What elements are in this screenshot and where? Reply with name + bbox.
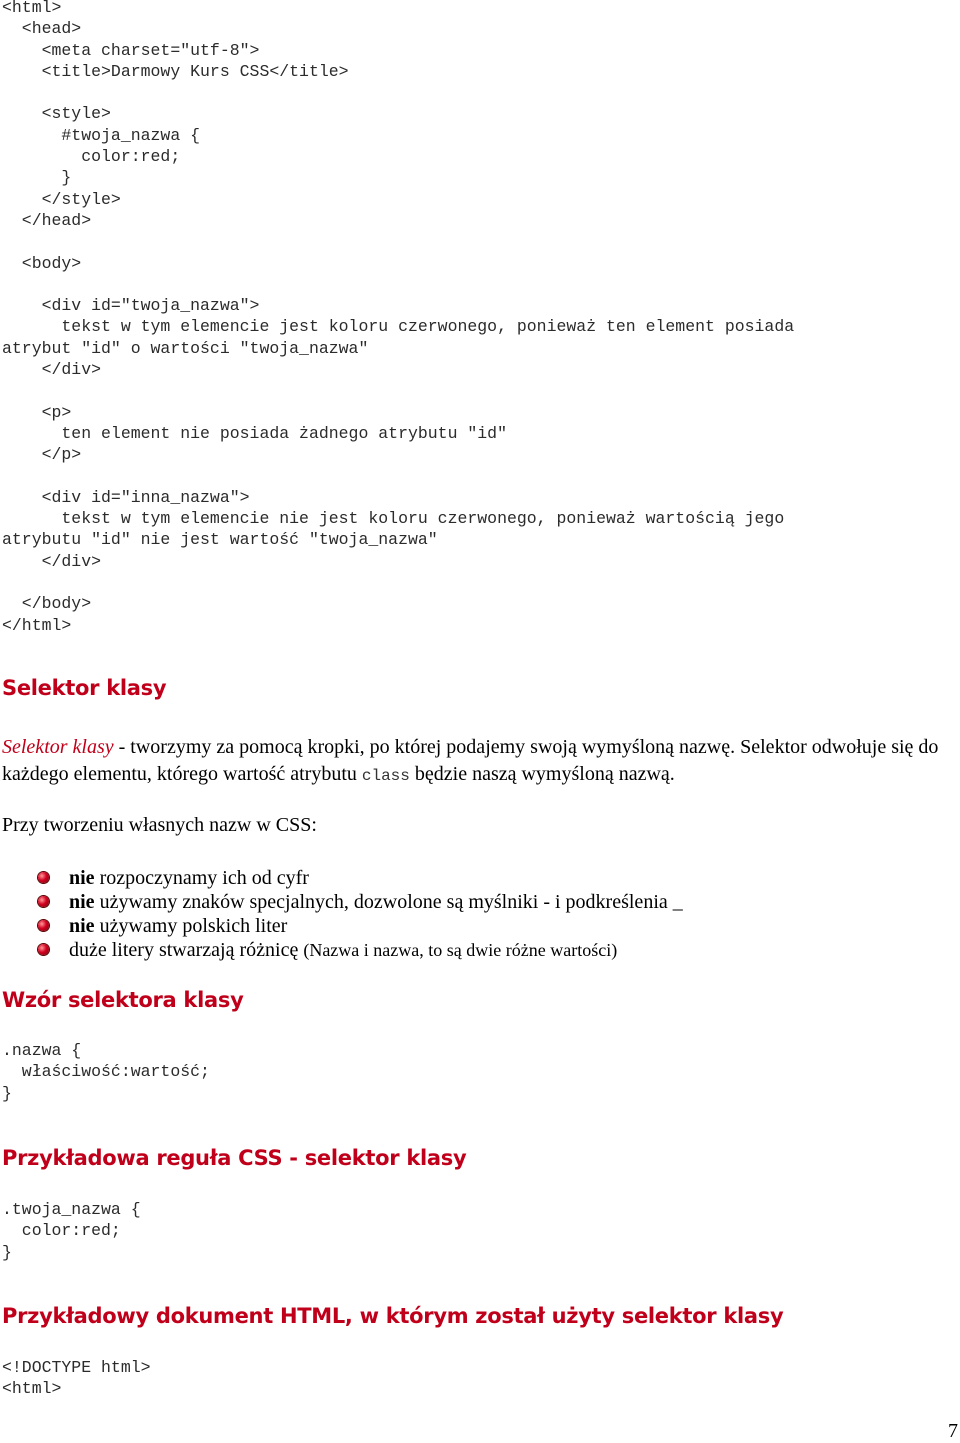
- naming-rules-list: [2, 866, 683, 962]
- code-line: <body>: [2, 253, 82, 273]
- code-block-example-rule: [2, 1199, 141, 1263]
- code-line: <html>: [2, 0, 62, 17]
- code-line: </div>: [2, 360, 102, 380]
- code-line: <div id="inna_nazwa">: [2, 487, 250, 507]
- code-line: color:red;: [2, 1221, 121, 1241]
- list-item-bold: nie: [69, 867, 95, 889]
- code-block-example-document: [2, 1357, 151, 1400]
- red-ball-bullet-icon: [38, 896, 49, 907]
- list-item: [2, 938, 683, 962]
- section-heading-example-html-document: Przykładowy dokument HTML, w którym został użyty selektor klasy: [2, 1304, 784, 1328]
- description-text-a: - tworzymy za pomocą kropki, po której podajemy swoją wymyśloną nazwę. Selektor odwołuje się do każdego elementu, którego wartość atrybutu: [2, 736, 939, 785]
- list-item-text: używamy polskich liter: [94, 915, 288, 937]
- description-text-b: będzie naszą wymyśloną nazwą.: [409, 763, 675, 785]
- list-item: [2, 914, 683, 938]
- list-item-text: duże litery stwarzają różnicę: [69, 939, 304, 961]
- code-line: tekst w tym elemencie jest koloru czerwonego, ponieważ ten element posiada: [2, 317, 795, 337]
- code-line: }: [2, 168, 72, 188]
- code-line: <p>: [2, 402, 72, 422]
- code-line: <!DOCTYPE html>: [2, 1358, 151, 1377]
- page-number: 7: [948, 1420, 958, 1442]
- code-line: }: [2, 1242, 12, 1262]
- code-line: #twoja_nazwa {: [2, 125, 201, 145]
- code-line: atrybut "id" o wartości "twoja_nazwa": [2, 338, 369, 358]
- term-class-selector: Selektor klasy: [2, 736, 114, 758]
- code-line: </style>: [2, 189, 121, 209]
- code-block-class-pattern: [2, 1040, 210, 1104]
- list-item-note: (Nazwa i nazwa, to są dwie różne wartości): [303, 940, 618, 960]
- code-line: <style>: [2, 104, 111, 124]
- naming-rules-intro: Przy tworzeniu własnych nazw w CSS:: [2, 814, 317, 836]
- class-selector-description: [2, 734, 947, 790]
- code-line: [2, 274, 794, 295]
- code-line: </div>: [2, 551, 102, 571]
- code-line: ten element nie posiada żadnego atrybutu "id": [2, 423, 507, 443]
- code-line: }: [2, 1083, 12, 1103]
- red-ball-bullet-icon: [38, 872, 49, 883]
- code-line: [2, 231, 794, 252]
- inline-code-class: class: [361, 767, 410, 785]
- list-item-bold: nie: [69, 891, 95, 913]
- code-line: color:red;: [2, 147, 181, 167]
- section-heading-class-selector: Selektor klasy: [2, 676, 167, 700]
- red-ball-bullet-icon: [38, 944, 49, 955]
- code-line: <meta charset="utf-8">: [2, 40, 260, 60]
- code-line: [2, 466, 794, 487]
- code-line: [2, 572, 794, 593]
- red-ball-bullet-icon: [38, 920, 49, 931]
- code-line: atrybutu "id" nie jest wartość "twoja_nazwa": [2, 530, 438, 550]
- code-line: </body>: [2, 594, 92, 614]
- code-line: <head>: [2, 19, 82, 39]
- section-heading-class-selector-pattern: Wzór selektora klasy: [2, 988, 244, 1012]
- code-line: </head>: [2, 210, 92, 230]
- list-item-text: rozpoczynamy ich od cyfr: [94, 867, 309, 889]
- list-item-bold: nie: [69, 915, 95, 937]
- code-line: </p>: [2, 445, 82, 465]
- code-line: właściwość:wartość;: [2, 1062, 210, 1082]
- list-item: [2, 890, 683, 914]
- code-line: </html>: [2, 615, 72, 635]
- code-line: .twoja_nazwa {: [2, 1200, 141, 1219]
- code-line: <title>Darmowy Kurs CSS</title>: [2, 61, 349, 81]
- code-line: <html>: [2, 1379, 62, 1399]
- code-line: [2, 82, 794, 103]
- code-line: [2, 380, 794, 401]
- code-line: <div id="twoja_nazwa">: [2, 296, 260, 316]
- list-item: [2, 866, 683, 890]
- code-block-html-example: [2, 0, 794, 636]
- code-line: .nazwa {: [2, 1041, 82, 1060]
- code-line: tekst w tym elemencie nie jest koloru czerwonego, ponieważ wartością jego: [2, 509, 785, 529]
- list-item-text: używamy znaków specjalnych, dozwolone są myślniki - i podkreślenia _: [94, 891, 683, 913]
- section-heading-example-css-rule: Przykładowa reguła CSS - selektor klasy: [2, 1146, 467, 1170]
